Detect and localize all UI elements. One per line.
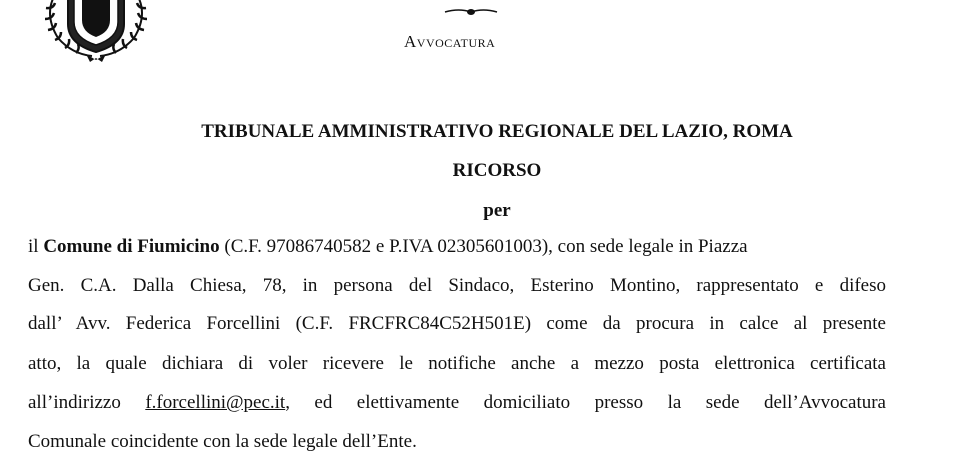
body-line-4: atto, la quale dichiara di voler ricevere le notifiche anche a mezzo posta elettronica certificata — [28, 353, 886, 374]
body-line-1 — [28, 236, 886, 258]
per-heading: per — [483, 200, 511, 221]
body-line-1-prefix: il — [28, 236, 44, 257]
document-type: RICORSO — [452, 160, 542, 181]
body-line-2: Gen. C.A. Dalla Chiesa, 78, in persona del Sindaco, Esterino Montino, rappresentato e difeso — [28, 275, 886, 296]
body-line-3: dall’ Avv. Federica Forcellini (C.F. FRCFRC84C52H501E) come da procura in calce al presente — [28, 313, 886, 334]
office-name: Avvocatura — [404, 32, 496, 51]
body-line-5-prefix: all’indirizzo — [28, 392, 146, 413]
party-name: Comune di Fiumicino — [43, 236, 220, 257]
court-heading: TRIBUNALE AMMINISTRATIVO REGIONALE DEL LAZIO, ROMA — [201, 121, 793, 142]
body-line-1-suffix: (C.F. 97086740582 e P.IVA 02305601003), con sede legale in Piazza — [219, 236, 748, 257]
body-line-5-suffix: , ed elettivamente domiciliato presso la sede dell’Avvocatura — [285, 392, 886, 413]
pec-email-link[interactable]: f.forcellini@pec.it — [145, 392, 286, 413]
body-line-6: Comunale coincidente con la sede legale dell’Ente. — [28, 431, 417, 452]
decorative-flourish-icon — [441, 4, 501, 18]
municipal-coat-of-arms-icon — [28, 0, 164, 64]
body-line-5 — [28, 392, 886, 414]
